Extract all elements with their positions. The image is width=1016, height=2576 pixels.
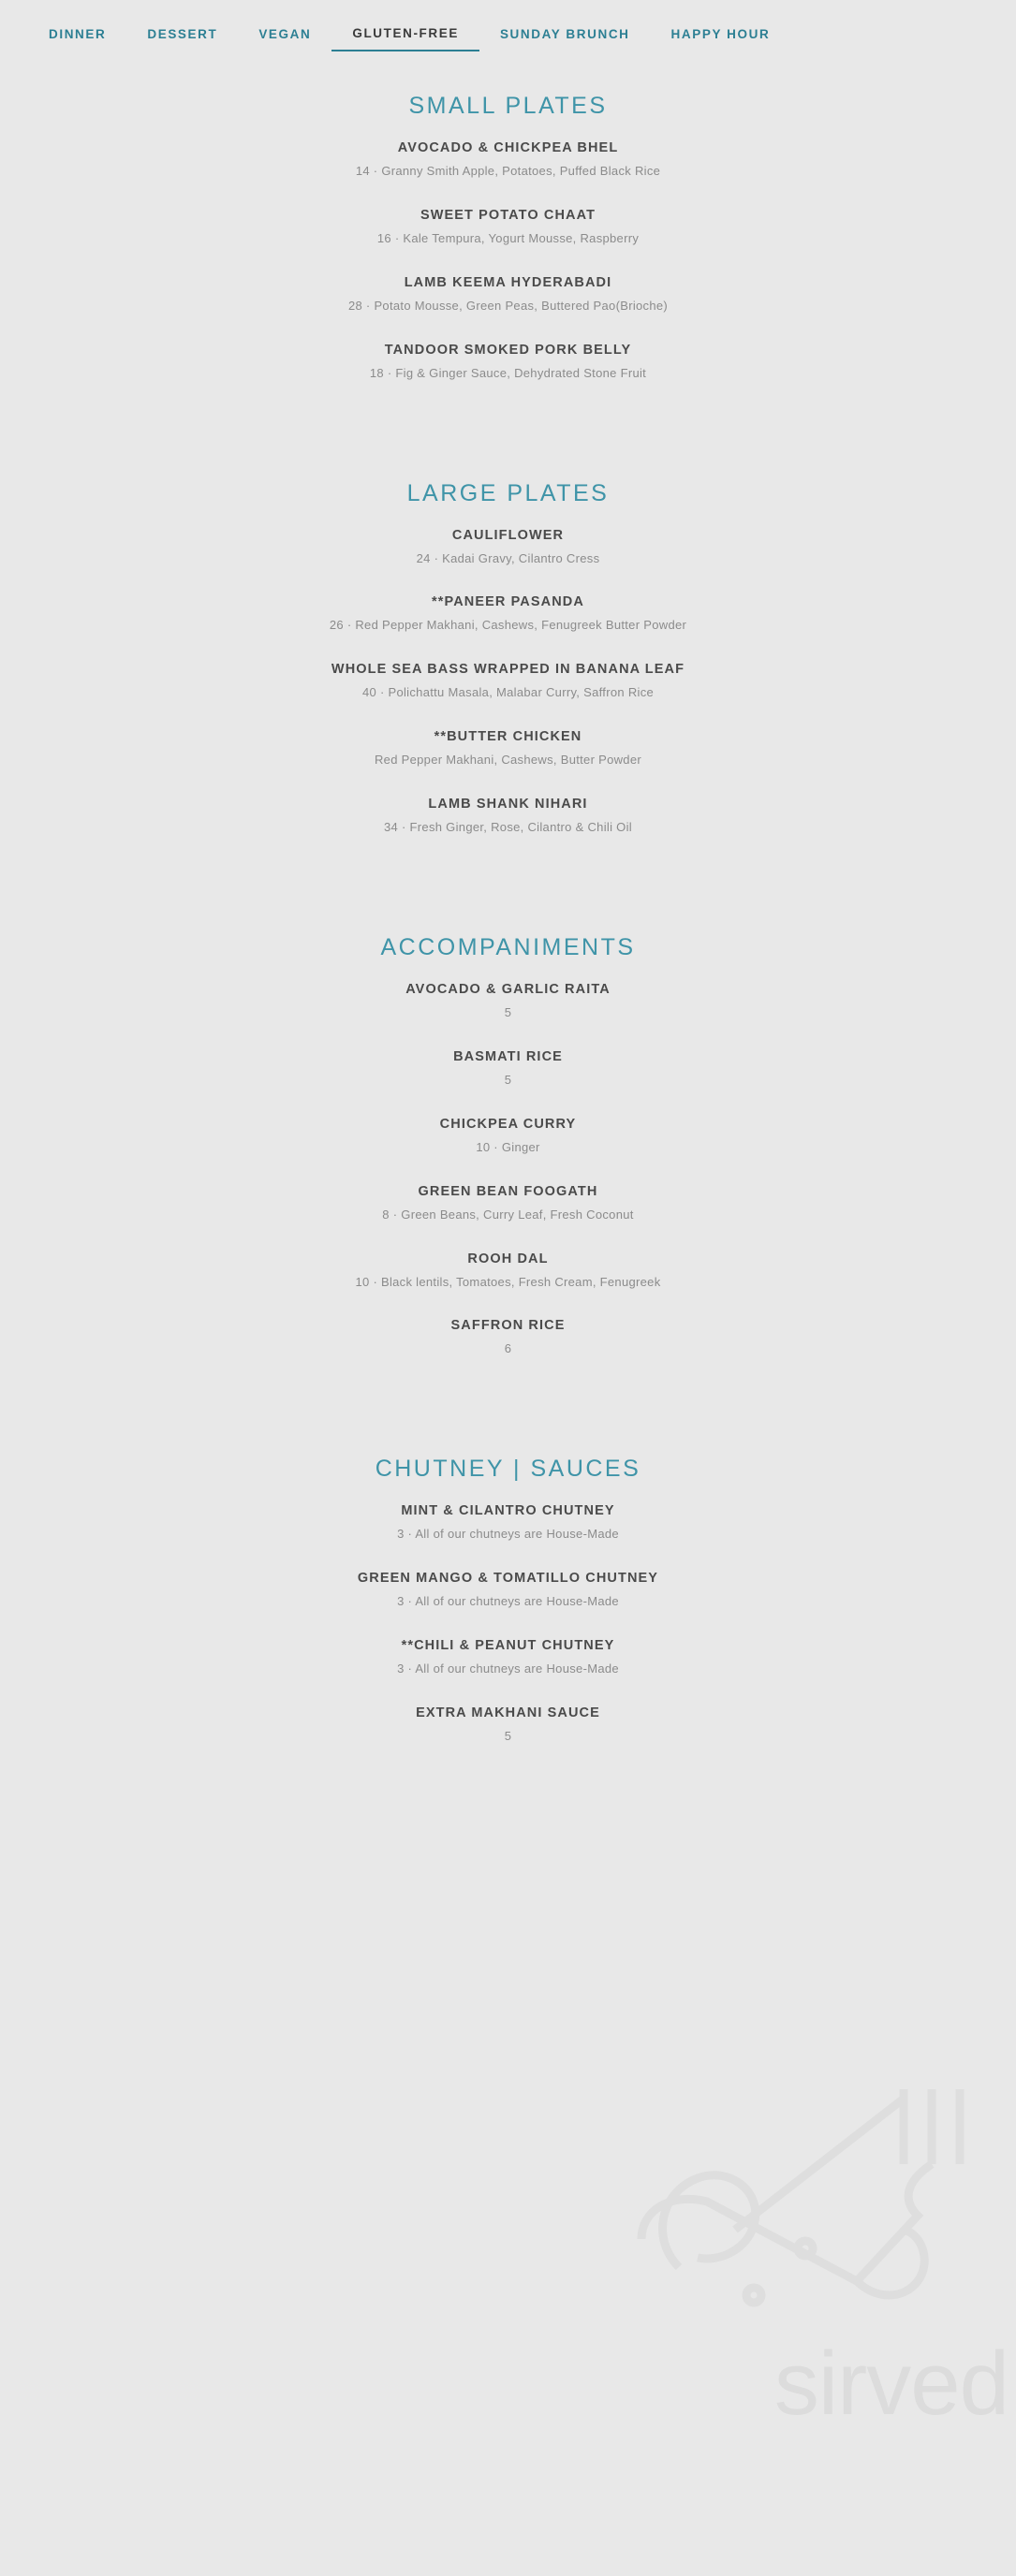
menu-section-chutney-sauces (0, 1456, 1016, 1745)
menu-item-description: 34 · Fresh Ginger, Rose, Cilantro & Chili Oil (384, 820, 632, 835)
menu-item (0, 1705, 1016, 1745)
menu-tabs (0, 0, 1016, 65)
section-title: SMALL PLATES (408, 93, 608, 119)
menu-item-description: 16 · Kale Tempura, Yogurt Mousse, Raspberry (376, 230, 640, 245)
menu-item-description: 24 · Kadai Gravy, Cilantro Cress (416, 550, 600, 565)
menu-item (0, 1184, 1016, 1223)
menu-item-description: 14 · Granny Smith Apple, Potatoes, Puffed Black Rice (355, 164, 661, 178)
menu-item-name: LAMB KEEMA HYDERABADI (404, 274, 612, 290)
menu-item-description: 3 · All of our chutneys are House-Made (397, 1661, 619, 1676)
menu-item-description: 3 · All of our chutneys are House-Made (397, 1594, 619, 1609)
menu-item (0, 275, 1016, 315)
menu-item-description: 8 · Green Beans, Curry Leaf, Fresh Coconut (382, 1207, 634, 1222)
menu-item (0, 1638, 1016, 1677)
menu-item-description: 5 (504, 1005, 512, 1020)
menu-item (0, 662, 1016, 701)
menu-item-description: 10 · Black lentils, Tomatoes, Fresh Cream, Fenugreek (355, 1274, 661, 1289)
menu-item-name: WHOLE SEA BASS WRAPPED IN BANANA LEAF (331, 662, 685, 678)
menu-item-name: EXTRA MAKHANI SAUCE (416, 1705, 600, 1721)
menu-item-description: 10 · Ginger (476, 1139, 540, 1154)
menu-item (0, 1049, 1016, 1089)
tab-dessert[interactable]: DESSERT (147, 27, 218, 41)
menu-item-name: AVOCADO & GARLIC RAITA (405, 982, 611, 998)
menu-item (0, 797, 1016, 836)
menu-item-name: **CHILI & PEANUT CHUTNEY (401, 1638, 615, 1654)
menu-item-description: 5 (504, 1072, 512, 1087)
menu-item (0, 1571, 1016, 1610)
menu-item (0, 343, 1016, 382)
menu-item-description: 5 (504, 1729, 512, 1744)
menu-item (0, 208, 1016, 247)
section-spacer (0, 1409, 1016, 1456)
menu-section-accompaniments (0, 934, 1016, 1357)
tab-dinner[interactable]: DINNER (49, 27, 107, 41)
menu-item-name: CHICKPEA CURRY (439, 1116, 577, 1132)
tab-sunday-brunch[interactable]: SUNDAY BRUNCH (499, 27, 630, 41)
menu-item (0, 1318, 1016, 1357)
menu-item (0, 140, 1016, 180)
section-spacer (0, 887, 1016, 934)
section-title: ACCOMPANIMENTS (380, 934, 636, 961)
section-spacer (0, 433, 1016, 480)
menu-item-name: SAFFRON RICE (450, 1318, 566, 1334)
menu-item-name: AVOCADO & CHICKPEA BHEL (397, 140, 619, 155)
tab-gluten-free[interactable]: GLUTEN-FREE (331, 21, 479, 51)
menu-item-name: GREEN MANGO & TOMATILLO CHUTNEY (357, 1571, 659, 1587)
menu-section-small-plates (0, 93, 1016, 382)
section-title: CHUTNEY | SAUCES (375, 1456, 641, 1483)
menu-item-description: 28 · Potato Mousse, Green Peas, Buttered Pao(Brioche) (347, 298, 669, 313)
menu-item-name: SWEET POTATO CHAAT (420, 207, 596, 223)
menu-item-name: GREEN BEAN FOOGATH (418, 1183, 598, 1199)
tab-happy-hour[interactable]: HAPPY HOUR (670, 27, 771, 41)
menu-item-name: **PANEER PASANDA (432, 594, 584, 610)
menu-item-name: ROOH DAL (467, 1251, 549, 1266)
menu-content (0, 65, 1016, 1852)
watermark-label: sirved (773, 2334, 1009, 2434)
menu-item (0, 594, 1016, 634)
menu-item (0, 1117, 1016, 1156)
menu-item-description: Red Pepper Makhani, Cashews, Butter Powder (374, 753, 641, 768)
menu-section-large-plates (0, 480, 1016, 836)
tab-vegan[interactable]: VEGAN (258, 27, 312, 41)
menu-item-description: 18 · Fig & Ginger Sauce, Dehydrated Stone Fruit (369, 365, 647, 380)
section-title: LARGE PLATES (406, 479, 610, 506)
menu-item (0, 982, 1016, 1021)
menu-item-name: LAMB SHANK NIHARI (428, 797, 588, 812)
menu-item-description: 26 · Red Pepper Makhani, Cashews, Fenugreek Butter Powder (329, 618, 687, 633)
menu-item (0, 528, 1016, 567)
menu-item-name: TANDOOR SMOKED PORK BELLY (384, 342, 632, 358)
menu-item-description: 40 · Polichattu Masala, Malabar Curry, Saffron Rice (361, 685, 655, 700)
menu-item-description: 3 · All of our chutneys are House-Made (397, 1527, 619, 1542)
fork-spoon-icon (623, 2080, 1016, 2436)
menu-item-name: CAULIFLOWER (451, 527, 565, 543)
menu-item-name: **BUTTER CHICKEN (434, 729, 582, 745)
menu-item-description: 6 (504, 1341, 512, 1356)
menu-item (0, 1251, 1016, 1291)
menu-item (0, 1503, 1016, 1543)
menu-item (0, 729, 1016, 768)
menu-item-name: MINT & CILANTRO CHUTNEY (401, 1503, 615, 1519)
menu-item-name: BASMATI RICE (453, 1048, 563, 1064)
